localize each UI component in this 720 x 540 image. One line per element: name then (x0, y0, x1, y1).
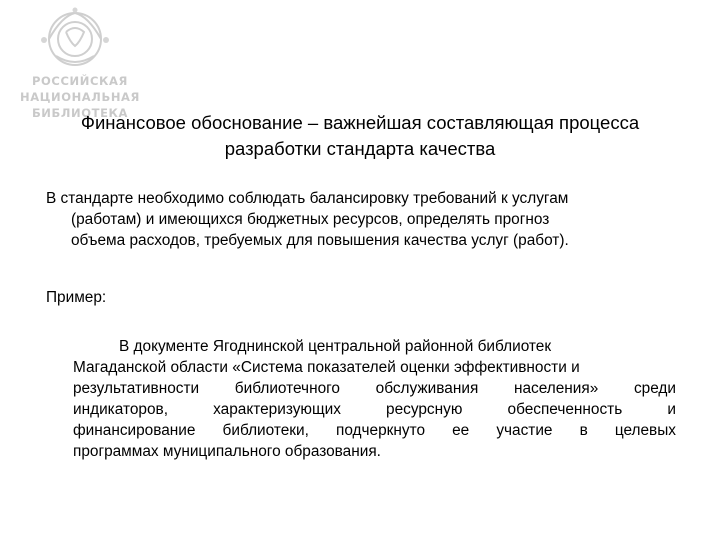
title-line2: разработки стандарта качества (224, 138, 496, 159)
example-label: Пример: (46, 289, 107, 306)
paragraph1-line1: В стандарте необходимо соблюдать балансировку требований к услугам (46, 190, 569, 207)
logo-text-line1: РОССИЙСКАЯ (32, 74, 128, 88)
paragraph2-line6: программах муниципального образования. (73, 443, 381, 460)
example-paragraph (46, 336, 676, 462)
paragraph2-line3: результативности библиотечного обслуживания населения» среди (73, 380, 676, 397)
paragraph2-line2: Магаданской области «Система показателей оценки эффективности и (73, 359, 580, 376)
paragraph1-line3: объема расходов, требуемых для повышения качества услуг (работ). (71, 232, 569, 249)
logo-text-line3: БИБЛИОТЕКА (31, 106, 129, 120)
paragraph2-line1: В документе Ягоднинской центральной районной библиотек (119, 338, 552, 355)
logo-text-line2: НАЦИОНАЛЬНАЯ (19, 90, 140, 104)
paragraph2-line5: финансирование библиотеки, подчеркнуто ее участие в целевых (73, 422, 676, 439)
slide-title (40, 110, 680, 162)
budget-balance-paragraph (46, 188, 676, 251)
emblem-icon (36, 6, 114, 72)
title-line1: Финансовое обоснование – важнейшая составляющая процесса (80, 112, 640, 133)
paragraph2-body (46, 357, 676, 462)
paragraph1-line2: (работам) и имеющихся бюджетных ресурсов, определять прогноз (71, 211, 550, 228)
paragraph2-line4: индикаторов, характеризующих ресурсную обеспеченность и (73, 401, 676, 418)
